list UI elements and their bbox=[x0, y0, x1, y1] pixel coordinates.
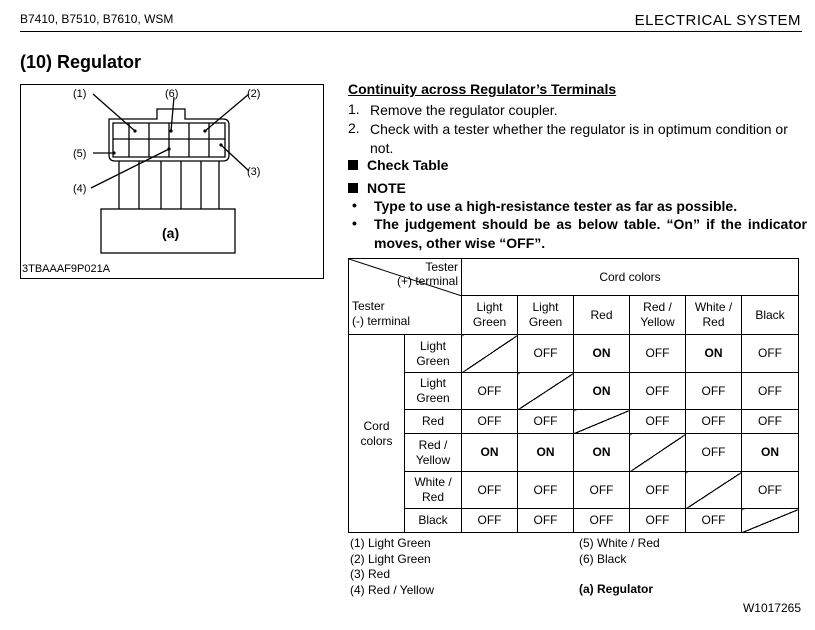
callout-5: (5) bbox=[73, 148, 87, 160]
figure-body-label: (a) bbox=[162, 225, 180, 241]
diagonal-cell bbox=[630, 434, 686, 472]
step-2 bbox=[348, 120, 808, 160]
corner-top-line-2: (+) terminal bbox=[396, 274, 458, 288]
table-cell: OFF bbox=[574, 509, 630, 533]
square-bullet-icon bbox=[348, 160, 358, 170]
callout-3: (3) bbox=[247, 166, 261, 178]
diagonal-cell bbox=[742, 509, 799, 533]
regulator-diagram bbox=[21, 85, 323, 278]
table-cell: OFF bbox=[686, 410, 742, 434]
table-row bbox=[349, 472, 799, 509]
corner-bottom-line-1: Tester bbox=[352, 299, 385, 313]
row-label bbox=[405, 509, 462, 533]
table-cell: OFF bbox=[742, 335, 799, 373]
callout-4: (4) bbox=[73, 183, 87, 195]
table-cell: OFF bbox=[462, 410, 518, 434]
table-row bbox=[349, 509, 799, 533]
row-group-line: Cord bbox=[363, 418, 390, 433]
table-cell: OFF bbox=[462, 472, 518, 509]
column-header bbox=[462, 296, 518, 335]
legend-left bbox=[350, 536, 434, 598]
table-cell: OFF bbox=[462, 509, 518, 533]
table-cell: ON bbox=[574, 373, 630, 410]
row-label bbox=[405, 410, 462, 434]
step-2-text: Check with a tester whether the regulator is in optimum condition or not. bbox=[370, 121, 788, 156]
table-cell: OFF bbox=[630, 373, 686, 410]
row-label bbox=[405, 434, 462, 472]
column-header-line: White / bbox=[694, 300, 733, 314]
table-cell: OFF bbox=[686, 434, 742, 472]
column-header bbox=[686, 296, 742, 335]
check-table-text: Check Table bbox=[367, 157, 449, 173]
note-bullet-2 bbox=[352, 215, 807, 255]
figure-code: 3TBAAAF9P021A bbox=[22, 263, 111, 275]
corner-top-line-1: Tester bbox=[425, 260, 458, 274]
row-label-line: Green bbox=[416, 353, 450, 368]
row-label-line: Red / bbox=[418, 437, 448, 452]
table-cell: OFF bbox=[742, 410, 799, 434]
row-label-line: Yellow bbox=[415, 452, 451, 467]
table-cell: OFF bbox=[630, 472, 686, 509]
table-cell: ON bbox=[574, 335, 630, 373]
legend-item-1: (1) Light Green bbox=[350, 536, 431, 550]
step-2-number: 2. bbox=[348, 120, 360, 136]
bullet-dot-icon: • bbox=[352, 215, 357, 231]
column-header-line: Red bbox=[590, 307, 613, 322]
table-cell: ON bbox=[686, 335, 742, 373]
table-row bbox=[349, 373, 799, 410]
square-bullet-icon bbox=[348, 183, 358, 193]
column-header-line: Green bbox=[528, 315, 563, 329]
row-group-line: colors bbox=[360, 433, 393, 448]
legend-right bbox=[579, 536, 660, 567]
diagonal-cell bbox=[518, 373, 574, 410]
diagonal-cell bbox=[686, 472, 742, 509]
row-label-line: White / bbox=[414, 475, 452, 489]
table-cell: OFF bbox=[574, 472, 630, 509]
diagonal-cell bbox=[462, 335, 518, 373]
table-cell: ON bbox=[518, 434, 574, 472]
legend-item-2: (2) Light Green bbox=[350, 551, 431, 566]
table-row bbox=[349, 335, 799, 373]
continuity-heading: Continuity across Regulator’s Terminals bbox=[348, 81, 617, 97]
continuity-check-table bbox=[348, 258, 799, 533]
table-cell: ON bbox=[462, 434, 518, 472]
header-section: ELECTRICAL SYSTEM bbox=[634, 12, 801, 29]
table-cell: OFF bbox=[518, 410, 574, 434]
table-row bbox=[349, 410, 799, 434]
table-cell: OFF bbox=[630, 509, 686, 533]
callout-6: (6) bbox=[165, 88, 179, 100]
table-cell: OFF bbox=[630, 335, 686, 373]
header-models: B7410, B7510, B7610, WSM bbox=[20, 12, 174, 26]
legend-caption: (a) Regulator bbox=[579, 582, 654, 596]
row-label-line: Red bbox=[421, 414, 444, 428]
row-group-label bbox=[349, 335, 405, 533]
regulator-figure bbox=[20, 84, 324, 279]
legend-item-6: (6) Black bbox=[579, 551, 627, 566]
table-cell: ON bbox=[742, 434, 799, 472]
step-1 bbox=[348, 101, 808, 121]
bullet-dot-icon: • bbox=[352, 197, 357, 213]
table-cell: OFF bbox=[518, 335, 574, 373]
row-label-line: Black bbox=[418, 513, 448, 527]
row-label-line: Green bbox=[416, 391, 450, 405]
table-cell: OFF bbox=[686, 373, 742, 410]
column-header-line: Red / bbox=[643, 300, 672, 314]
note-text: NOTE bbox=[367, 180, 406, 196]
table-cell: OFF bbox=[518, 509, 574, 533]
legend-item-4: (4) Red / Yellow bbox=[350, 582, 435, 597]
column-header bbox=[742, 296, 799, 335]
column-header bbox=[518, 296, 574, 335]
table-cell: OFF bbox=[518, 472, 574, 509]
note-bullet-1 bbox=[352, 197, 807, 217]
check-table-label bbox=[348, 157, 448, 173]
column-header-line: Light bbox=[476, 300, 503, 314]
column-header bbox=[574, 296, 630, 335]
row-label-line: Red bbox=[421, 490, 444, 504]
column-header-line: Light bbox=[532, 300, 559, 314]
note-label bbox=[348, 180, 406, 196]
note-bullet-2-text: The judgement should be as below table. “On” if the indicator moves, other wise “OFF”. bbox=[374, 216, 807, 251]
legend-item-3: (3) Red bbox=[350, 567, 391, 581]
corner-minus-terminal bbox=[352, 299, 410, 329]
column-header-line: Black bbox=[755, 307, 785, 322]
table-cell: OFF bbox=[462, 373, 518, 410]
row-label-line: Light bbox=[419, 338, 447, 353]
step-1-number: 1. bbox=[348, 101, 360, 117]
header-rule bbox=[20, 31, 802, 32]
table-cell: OFF bbox=[686, 509, 742, 533]
row-label-line: Light bbox=[419, 376, 447, 390]
column-header bbox=[630, 296, 686, 335]
callout-1: (1) bbox=[73, 88, 87, 100]
section-title: (10) Regulator bbox=[20, 52, 142, 72]
step-1-text: Remove the regulator coupler. bbox=[370, 102, 558, 118]
table-corner bbox=[349, 259, 462, 335]
column-header-line: Green bbox=[472, 315, 507, 329]
cord-colors-header: Cord colors bbox=[462, 259, 799, 296]
corner-plus-terminal bbox=[397, 260, 458, 288]
note-bullet-1-text: Type to use a high-resistance tester as far as possible. bbox=[374, 198, 738, 214]
table-row bbox=[349, 434, 799, 472]
legend-item-5: (5) White / Red bbox=[579, 536, 660, 550]
callout-2: (2) bbox=[247, 88, 261, 100]
table-cell: ON bbox=[574, 434, 630, 472]
column-header-line: Yellow bbox=[640, 315, 675, 329]
table-cell: OFF bbox=[742, 472, 799, 509]
column-header-line: Red bbox=[702, 315, 725, 329]
row-label bbox=[405, 472, 462, 509]
table-cell: OFF bbox=[742, 373, 799, 410]
diagonal-cell bbox=[574, 410, 630, 434]
corner-bottom-line-2: (-) terminal bbox=[352, 314, 411, 328]
table-cell: OFF bbox=[630, 410, 686, 434]
row-label bbox=[405, 373, 462, 410]
row-label bbox=[405, 335, 462, 373]
document-code: W1017265 bbox=[742, 601, 801, 615]
